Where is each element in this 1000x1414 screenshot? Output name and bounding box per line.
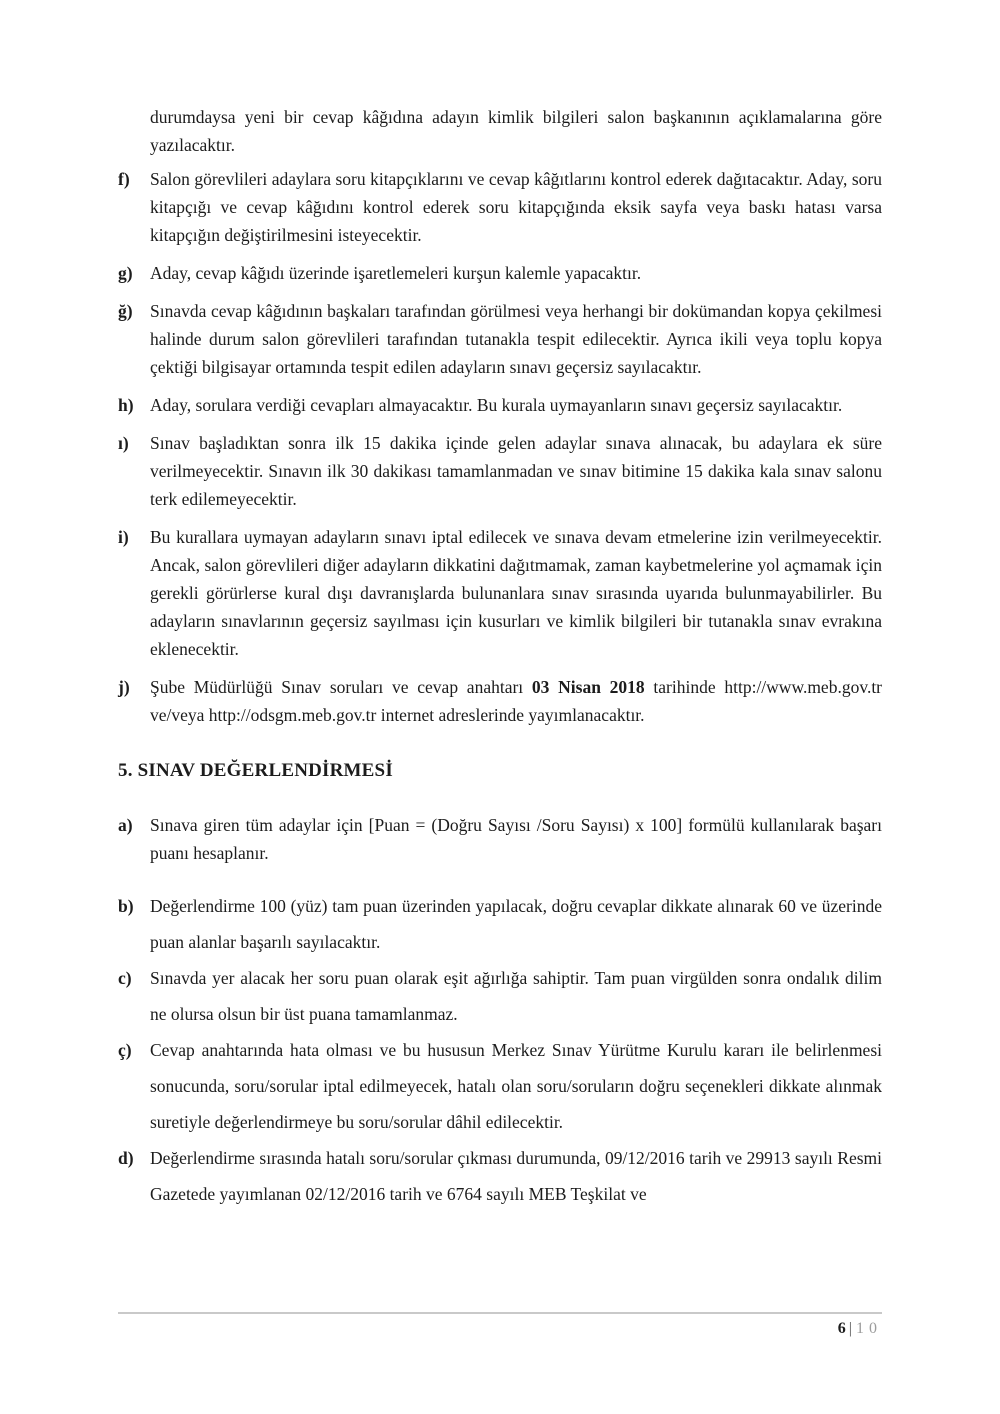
evaluation-item-2: [118, 888, 882, 960]
evaluation-item-5: [118, 1140, 882, 1212]
list-item-label: a): [118, 815, 133, 835]
list-item-text: Bu kurallara uymayan adayların sınavı iptal edilecek ve sınava devam etmelerine izin verilmeyecektir. Ancak, salon görevlileri diğer adayların dikkatini dağıtmamak, zaman kaybetmelerine yol açmamak için gerekli görürlerse kural dışı davranışlarda bulunanlara sınav sırasında uyarıda bulunmayabilirler. Bu adayların sınavlarının geçersiz sayılması için kusurları ve kimlik bilgileri bir tutanakla sınav evrakına eklenecektir.: [150, 527, 882, 659]
list-item-text: Sınavda cevap kâğıdının başkaları tarafından görülmesi veya herhangi bir dokümandan kopya çekilmesi halinde durum salon görevlileri tarafından tutanakla tespit edilecektir. Ayrıca ikili veya toplu kopya çektiği bilgisayar ortamında tespit edilen adayların sınavı geçersiz sayılacaktır.: [150, 301, 882, 377]
evaluation-item-4: [118, 1032, 882, 1140]
list-item-label: j): [118, 677, 130, 697]
rule-item-1: [118, 165, 882, 249]
page-number: [118, 1314, 882, 1339]
page-number-separator: |: [848, 1320, 852, 1337]
page-footer: [118, 1312, 882, 1339]
evaluation-item-3: [118, 960, 882, 1032]
rule-item-6: [118, 523, 882, 663]
continuation-paragraph: durumdaysa yeni bir cevap kâğıdına adayın kimlik bilgileri salon başkanının açıklamalarına göre yazılacaktır.: [150, 107, 882, 155]
rules-list: [118, 165, 882, 729]
list-item-label: b): [118, 896, 134, 916]
rule-item-2: [118, 259, 882, 287]
list-item-label: ğ): [118, 301, 133, 321]
list-item-text: Aday, sorulara verdiği cevapları almayacaktır. Bu kurala uymayanların sınavı geçersiz sayılacaktır.: [150, 395, 843, 415]
list-item-label: i): [118, 527, 129, 547]
page-number-total: 10: [856, 1320, 882, 1337]
rule-item-7: [118, 673, 882, 729]
list-item-text: Cevap anahtarında hata olması ve bu hususun Merkez Sınav Yürütme Kurulu kararı ile belirlenmesi sonucunda, soru/sorular iptal edilmeyecek, hatalı olan soru/soruların doğru seçenekleri dikkate alınmak suretiyle değerlendirmeye bu soru/sorular dâhil edilecektir.: [150, 1040, 882, 1132]
list-item-label: d): [118, 1148, 134, 1168]
evaluation-item-1: [118, 811, 882, 867]
list-item-label: ç): [118, 1040, 132, 1060]
list-item-label: g): [118, 263, 133, 283]
list-item-text: Sınavda yer alacak her soru puan olarak eşit ağırlığa sahiptir. Tam puan virgülden sonra ondalık dilim ne olursa olsun bir üst puana tamamlanmaz.: [150, 968, 882, 1024]
section-heading: 5. SINAV DEĞERLENDİRMESİ: [118, 760, 393, 781]
list-item-text: Aday, cevap kâğıdı üzerinde işaretlemeleri kurşun kalemle yapacaktır.: [150, 263, 642, 283]
list-item-text: Sınav başladıktan sonra ilk 15 dakika içinde gelen adaylar sınava alınacak, bu adaylara ek süre verilmeyecektir. Sınavın ilk 30 dakikası tamamlanmadan ve sınav bitimine 15 dakika kala sınav salonu terk edilemeyecektir.: [150, 433, 882, 509]
rule-item-5: [118, 429, 882, 513]
list-item-text: Değerlendirme sırasında hatalı soru/sorular çıkması durumunda, 09/12/2016 tarih ve 29913 sayılı Resmi Gazetede yayımlanan 02/12/2016 tarih ve 6764 sayılı MEB Teşkilat ve: [150, 1148, 882, 1204]
list-item-text: Şube Müdürlüğü Sınav soruları ve cevap anahtarı 03 Nisan 2018 tarihinde http://www.meb.gov.tr ve/veya http://odsgm.meb.gov.tr internet adreslerinde yayımlanacaktır.: [150, 677, 883, 725]
page-number-current: 6: [837, 1320, 846, 1337]
rule-item-4: [118, 391, 882, 419]
list-item-text: Sınava giren tüm adaylar için [Puan = (Doğru Sayısı /Soru Sayısı) x 100] formülü kullanılarak başarı puanı hesaplanır.: [150, 815, 882, 863]
rule-item-3: [118, 297, 882, 381]
list-item-text: Değerlendirme 100 (yüz) tam puan üzerinden yapılacak, doğru cevaplar dikkate alınarak 60 ve üzerinde puan alanlar başarılı sayılacaktır.: [150, 896, 882, 952]
list-item-label: h): [118, 395, 134, 415]
evaluation-list: [118, 811, 882, 1212]
page-content: [118, 103, 882, 1212]
list-item-label: ı): [118, 433, 129, 453]
list-item-label: c): [118, 968, 132, 988]
list-item-text: Salon görevlileri adaylara soru kitapçıklarını ve cevap kâğıtlarını kontrol ederek dağıtacaktır. Aday, soru kitapçığı ve cevap kâğıdını kontrol ederek soru kitapçığında eksik sayfa veya baskı hatası varsa kitapçığın değiştirilmesini isteyecektir.: [150, 169, 882, 245]
list-item-label: f): [118, 169, 130, 189]
